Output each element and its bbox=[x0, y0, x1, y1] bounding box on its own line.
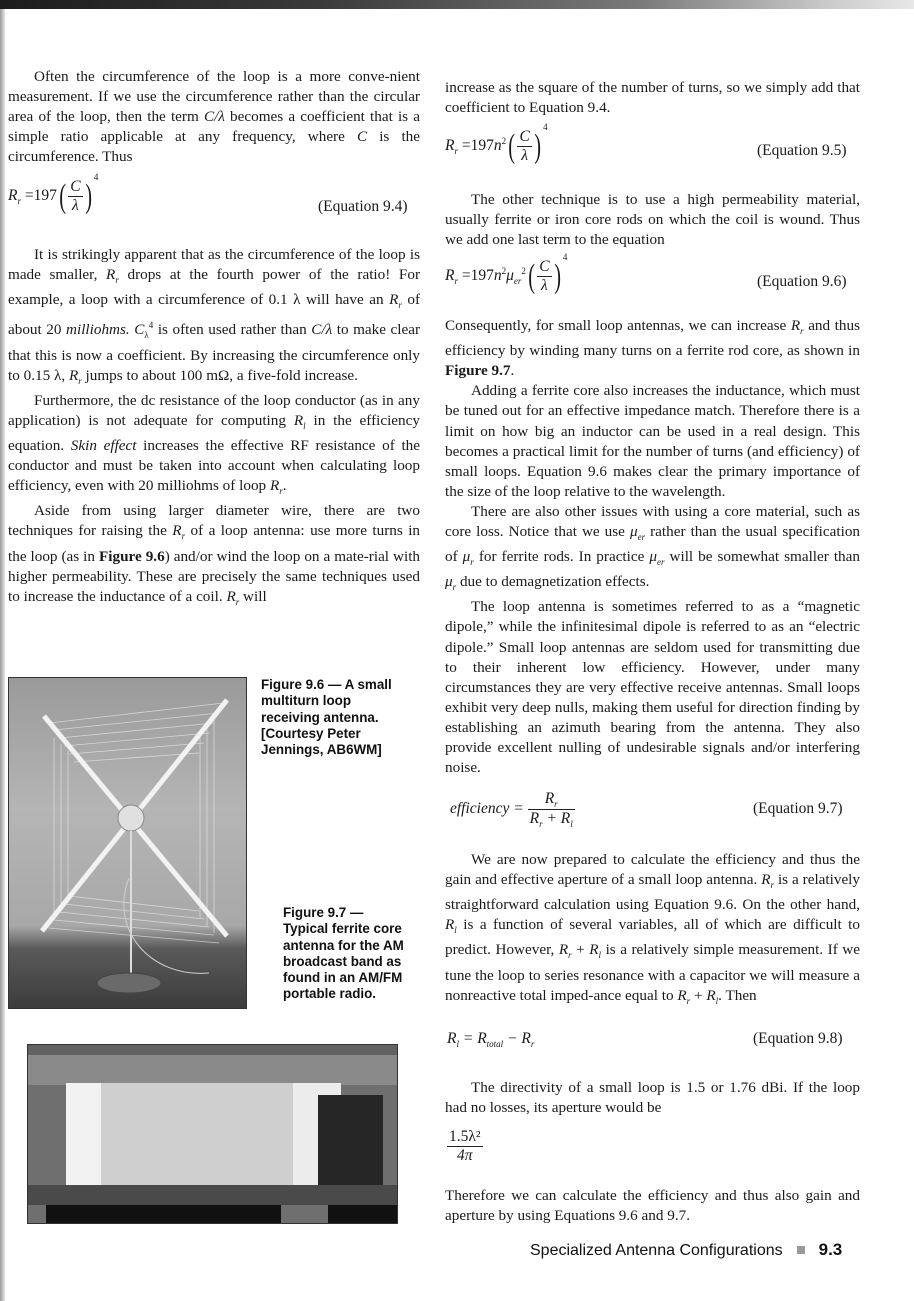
ferrite-rod-illustration bbox=[28, 1045, 397, 1223]
equation-9-7-label: (Equation 9.7) bbox=[753, 800, 843, 817]
scan-left-edge bbox=[0, 9, 5, 1301]
bullet-square-icon bbox=[797, 1246, 805, 1254]
equation-9-6-label: (Equation 9.6) bbox=[757, 273, 847, 290]
paragraph: We are now prepared to calculate the efficiency and thus the gain and effective aperture of a small loop antenna. $R_r$ is a relatively straightforward calculation using Equation 9.6. On the other hand, $R_l$ is a function of several variables, all of which are difficult to predict. However, $R_r + R_l$ is a relatively simple measurement. If we tune the loop to series resonance with a capacitor we will measure a nonreactive total imped-ance equal to $R_r + R_l$. Then bbox=[445, 851, 860, 1006]
scan-top-edge bbox=[0, 0, 914, 9]
page-footer bbox=[530, 1240, 842, 1260]
equation-9-5-label: (Equation 9.5) bbox=[757, 142, 847, 159]
equation-9-7: efficiency = $\frac{R_r}{R_r + R_l}$ bbox=[450, 790, 573, 830]
right-column-text-2 bbox=[445, 190, 860, 250]
equation-9-8-label: (Equation 9.8) bbox=[753, 1030, 843, 1047]
page-number: 9.3 bbox=[818, 1240, 843, 1259]
equation-9-8: $R_l = R_{total} - R_r$ bbox=[447, 1030, 535, 1050]
paragraph: There are also other issues with using a core material, such as core loss. Notice that we use $\mu_{er}$ rather than the usual specification of $\mu_r$ for ferrite rods. In practice $\mu_{er}$ will be somewhat smaller than $\mu_r$ due to demagnetization effects. bbox=[445, 502, 861, 593]
paragraph: increase as the square of the number of turns, so we simply add that coefficient to Equation 9.4. bbox=[445, 79, 860, 117]
right-column-text-3 bbox=[445, 316, 860, 778]
right-column-text-5 bbox=[445, 1078, 860, 1118]
right-column-text-6 bbox=[445, 1186, 860, 1226]
paragraph: The directivity of a small loop is 1.5 or 1.76 dBi. If the loop had no losses, its aperture would be bbox=[445, 1079, 860, 1117]
paragraph: Consequently, for small loop antennas, we can increase $R_r$ and thus efficiency by winding many turns on a ferrite rod core, as shown in Figure 9.7. bbox=[445, 317, 860, 380]
paragraph: Furthermore, the dc resistance of the loop conductor (as in any application) is not adequate for computing $R_l$ in the efficiency equation. Skin effect increases the effective RF resistance of the conductor and must be taken into account when calculating loop efficiency, even with 20 milliohms of loop $R_r$. bbox=[8, 391, 420, 497]
paragraph: Adding a ferrite core also increases the inductance, which must be tuned out for an effective impedance match. Therefore there is a limit on how big an inductor can be used in a real design. This becomes a practical limit for the number of turns (and efficiency) of small loops. Equation 9.6 makes clear the primary importance of the size of the loop relative to the wavelength. bbox=[445, 382, 860, 500]
left-column-text-2 bbox=[8, 245, 420, 612]
right-column-text-1 bbox=[445, 78, 860, 118]
right-column-text-4 bbox=[445, 850, 860, 1011]
loop-antenna-illustration bbox=[9, 678, 246, 1008]
equation-9-4: $R_r =197$( $\frac{C}{\lambda}$ )$^4$ bbox=[8, 172, 99, 215]
paragraph: It is strikingly apparent that as the circumference of the loop is made smaller, $R_r$ drops at the fourth power of the ratio! For example, a loop with a circumference of 0.1 λ will have an $R_r$ of about 20 milliohms. $C_\lambda^4$ is often used rather than C/λ to make clear that this is now a coefficient. By increasing the circumference only to 0.15 λ, $R_r$ jumps to about 100 mΩ, a five-fold increase. bbox=[8, 246, 421, 386]
figure-9-7-caption: Figure 9.7 — Typical ferrite core antenna for the AM broadcast band as found in an AM/FM portable radio. bbox=[283, 905, 404, 1002]
equation-9-6: $R_r =197n^2\mu_{er}^2$( $\frac{C}{\lambda}$ )$^4$ bbox=[445, 252, 568, 295]
equation-9-5: $R_r =197n^2$( $\frac{C}{\lambda}$ )$^4$ bbox=[445, 122, 548, 165]
paragraph: Therefore we can calculate the efficiency and thus also gain and aperture by using Equations 9.6 and 9.7. bbox=[445, 1187, 860, 1225]
figure-9-6-photo bbox=[8, 677, 247, 1009]
figure-9-7-photo bbox=[27, 1044, 398, 1224]
figure-9-6-caption: Figure 9.6 — A small multiturn loop receiving antenna. [Courtesy Peter Jennings, AB6WM] bbox=[261, 677, 392, 758]
paragraph: The other technique is to use a high permeability material, usually ferrite or iron core rods on which the coil is wound. Thus we add one last term to the equation bbox=[445, 191, 860, 249]
left-column-text bbox=[8, 67, 420, 167]
equation-9-4-label: (Equation 9.4) bbox=[318, 198, 408, 215]
paragraph: The loop antenna is sometimes referred to as a “magnetic dipole,” while the infinitesimal dipole is referred to as an “electric dipole.” Small loop antennas are seldom used for transmitting due to their inherent low efficiency. However, under many circumstances they are very effective receive antennas. Small loops exhibit very deep nulls, making them useful for direction finding by establishing an azimuth bearing from the antenna. They also provide excellent nulling of undesirable signals and/or interfering noise. bbox=[445, 598, 860, 777]
aperture-formula: $\frac{\text{1.5λ²}}{4\pi}$ bbox=[449, 1128, 481, 1164]
section-title: Specialized Antenna Configurations bbox=[530, 1242, 783, 1259]
paragraph: Aside from using larger diameter wire, there are two techniques for raising the $R_r$ of a loop antenna: use more turns in the loop (as in Figure 9.6) and/or wind the loop on a mate-rial with higher permeability. These are precisely the same techniques used to increase the inductance of a coil. $R_r$ will bbox=[8, 502, 421, 607]
paragraph: Often the circumference of the loop is a more conve-nient measurement. If we use the circumference rather than the circular area of the loop, then the term C/λ becomes a coefficient that is a simple ratio applicable at any frequency, where C is the circumference. Thus bbox=[8, 68, 420, 166]
